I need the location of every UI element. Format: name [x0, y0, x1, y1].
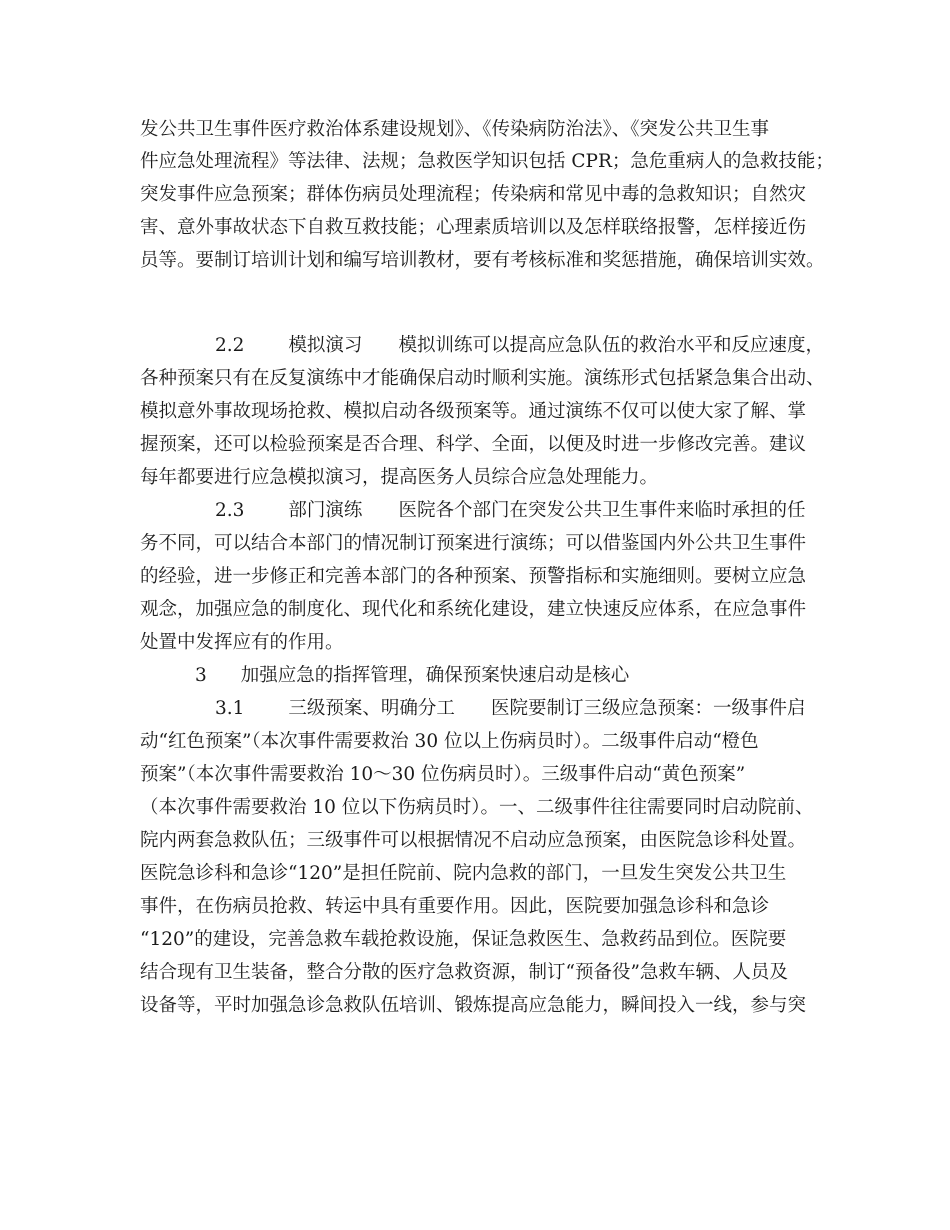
section-text: 模拟训练可以提高应急队伍的救治水平和反应速度， — [398, 335, 824, 356]
paragraph-line: 结合现有卫生装备，整合分散的医疗急救资源，制订“预备役”急救车辆、人员及 — [140, 962, 788, 983]
section-2-3-heading-line — [215, 499, 915, 523]
section-number: 3.1 — [215, 698, 245, 719]
paragraph-line: “120”的建设，完善急救车载抢救设施，保证急救医生、急救药品到位。医院要 — [140, 929, 787, 950]
paragraph-line: 的经验，进一步修正和完善本部门的各种预案、预警指标和实施细则。要树立应急 — [140, 566, 807, 587]
section-title: 模拟演习 — [288, 335, 363, 356]
paragraph-line: 动“红色预案”（本次事件需要救治 30 位以上伤病员时）。二级事件启动“橙色 — [140, 731, 759, 752]
paragraph-line: 每年都要进行应急模拟演习，提高医务人员综合应急处理能力。 — [140, 467, 659, 488]
paragraph-line: 握预案，还可以检验预案是否合理、科学、全面，以便及时进一步修改完善。建议 — [140, 434, 807, 455]
paragraph-line: 设备等，平时加强急诊急救队伍培训、锻炼提高应急能力，瞬间投入一线，参与突 — [140, 995, 807, 1016]
section-title: 加强应急的指挥管理，确保预案快速启动是核心 — [240, 665, 630, 686]
section-title: 三级预案、明确分工 — [288, 698, 455, 719]
paragraph-line: 发公共卫生事件医疗救治体系建设规划》、《传染病防治法》、《突发公共卫生事 — [140, 119, 770, 140]
section-3-1-heading-line — [215, 697, 915, 721]
paragraph-line: 事件，在伤病员抢救、转运中具有重要作用。因此，医院要加强急诊科和急诊 — [140, 896, 770, 917]
paragraph-line: 观念，加强应急的制度化、现代化和系统化建设，建立快速反应体系，在应急事件 — [140, 599, 807, 620]
section-text: 医院要制订三级应急预案：一级事件启 — [490, 698, 806, 719]
section-text: 医院各个部门在突发公共卫生事件来临时承担的任 — [398, 500, 806, 521]
paragraph-line: 员等。要制订培训计划和编写培训教材，要有考核标准和奖惩措施，确保培训实效。 — [140, 250, 825, 271]
section-3-heading-line — [195, 664, 895, 688]
section-title: 部门演练 — [288, 500, 363, 521]
paragraph-line: 各种预案只有在反复演练中才能确保启动时顺利实施。演练形式包括紧急集合出动、 — [140, 368, 825, 389]
paragraph-line: 预案”（本次事件需要救治 10～30 位伤病员时）。三级事件启动“黄色预案” — [140, 764, 746, 785]
paragraph-line: 突发事件应急预案；群体伤病员处理流程；传染病和常见中毒的急救知识；自然灾 — [140, 184, 807, 205]
section-number: 2.3 — [215, 500, 245, 521]
paragraph-line: 件应急处理流程》等法律、法规；急救医学知识包括 CPR；急危重病人的急救技能； — [140, 151, 834, 172]
paragraph-line: 医院急诊科和急诊“120”是担任院前、院内急救的部门，一旦发生突发公共卫生 — [140, 863, 787, 884]
paragraph-line: 院内两套急救队伍；三级事件可以根据情况不启动应急预案，由医院急诊科处置。 — [140, 830, 807, 851]
paragraph-line: 务不同，可以结合本部门的情况制订预案进行演练；可以借鉴国内外公共卫生事件 — [140, 533, 807, 554]
paragraph-line: 处置中发挥应有的作用。 — [140, 632, 344, 653]
section-2-2-heading-line — [215, 334, 915, 358]
paragraph-line: 害、意外事故状态下自救互救技能；心理素质培训以及怎样联络报警，怎样接近伤 — [140, 217, 807, 238]
section-number: 2.2 — [215, 335, 245, 356]
paragraph-line: （本次事件需要救治 10 位以下伤病员时）。一、二级事件往往需要同时启动院前、 — [140, 797, 814, 818]
paragraph-line: 模拟意外事故现场抢救、模拟启动各级预案等。通过演练不仅可以使大家了解、掌 — [140, 401, 807, 422]
section-number: 3 — [195, 665, 207, 686]
